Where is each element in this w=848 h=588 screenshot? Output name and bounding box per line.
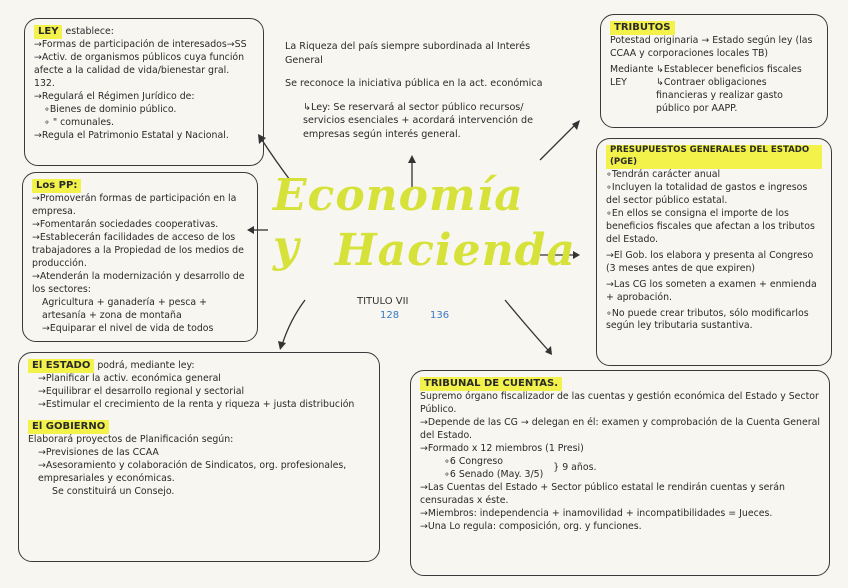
pp-item: Agricultura + ganadería + pesca + artesanía + zona de montaña (42, 296, 208, 321)
tribunal-item: →Las Cuentas del Estado + Sector público estatal le rendirán cuentas y serán censuradas x éste. (420, 481, 785, 506)
article-start: 128 (380, 310, 400, 321)
pge-item: →El Gob. los elabora y presenta al Congreso (3 meses antes de que expiren) (606, 249, 814, 274)
top-center-note (285, 30, 550, 152)
pge-item: ∘Incluyen la totalidad de gastos e ingresos del sector público estatal. (606, 181, 808, 206)
gobierno-intro: Elaborará proyectos de Planificación según: (28, 433, 234, 445)
estado-item: →Equilibrar el desarrollo regional y sectorial (38, 385, 245, 397)
tribunal-item: →Formado x 12 miembros (1 Presi) (420, 442, 584, 454)
ley-item: →Activ. de organismos públicos cuya función afecte a la calidad de vida/bienestar gral. (34, 51, 245, 76)
estado-intro: podrá, mediante ley: (97, 360, 195, 371)
center-title-line2: Hacienda (335, 225, 576, 276)
pp-box (22, 172, 258, 342)
ley-item: →Regula el Patrimonio Estatal y Nacional. (34, 129, 229, 141)
pge-item: ∘No puede crear tributos, sólo modificarlos según ley tributaria sustantiva. (606, 307, 809, 332)
estado-box (18, 352, 380, 562)
tribunal-box (410, 370, 830, 576)
gobierno-title: El GOBIERNO (28, 420, 109, 434)
tributos-mediante: Mediante LEY (610, 63, 654, 88)
pge-item: ∘Tendrán carácter anual (606, 168, 721, 180)
ley-item: ∘ " comunales. (44, 116, 115, 128)
ley-item: →Regulará el Régimen Jurídico de: (34, 90, 195, 102)
ley-intro: establece: (65, 26, 114, 37)
pp-item: →Atenderán la modernización y desarrollo de los sectores: (32, 270, 245, 295)
ley-item: ∘Bienes de dominio público. (44, 103, 177, 115)
ley-item: →Formas de participación de interesados→SS (34, 38, 247, 50)
estado-title: El ESTADO (28, 359, 94, 373)
center-title-line1: Economía y (273, 170, 524, 272)
article-end: 136 (430, 310, 450, 321)
tributos-box (600, 14, 828, 128)
tribunal-title: TRIBUNAL DE CUENTAS. (420, 377, 562, 391)
ley-title: LEY (34, 25, 62, 39)
ley-item: 132. (34, 77, 55, 89)
top-line-3: ↳Ley: Se reservará al sector público recursos/ servicios esenciales + acordará intervención de empresas según interés general. (303, 101, 534, 141)
pp-item: →Establecerán facilidades de acceso de los trabajadores a la Propiedad de los medios de producción. (32, 231, 244, 269)
tributos-line1: Potestad originaria → Estado según ley (las CCAA y corporaciones locales TB) (610, 34, 813, 59)
titulo-label: TITULO VII (357, 296, 409, 307)
tribunal-item: ∘6 Congreso (444, 455, 504, 467)
top-line-1: La Riqueza del país siempre subordinada al Interés General (285, 40, 531, 66)
pp-title: Los PP: (32, 179, 81, 193)
gobierno-item: →Previsiones de las CCAA (38, 446, 159, 458)
pp-item: →Fomentarán sociedades cooperativas. (32, 218, 219, 230)
pp-item: →Equiparar el nivel de vida de todos (42, 322, 214, 334)
tribunal-item: →Miembros: independencia + inamovilidad + incompatibilidades = Jueces. (420, 507, 773, 519)
tributos-item: ↳Establecer beneficios fiscales (656, 63, 802, 75)
top-line-2: Se reconoce la iniciativa pública en la act. económica (285, 78, 543, 89)
ley-box (24, 18, 264, 166)
tribunal-item: →Una Lo regula: composición, org. y funciones. (420, 520, 642, 532)
pge-item: ∘En ellos se consigna el importe de los beneficios fiscales que afectan a los tributos del Estado. (606, 207, 815, 245)
tributos-item: ↳Contraer obligaciones financieras y realizar gasto público por AAPP. (656, 76, 783, 114)
gobierno-item: Se constituirá un Consejo. (52, 485, 175, 497)
tribunal-item: Supremo órgano fiscalizador de las cuentas y gestión económica del Estado y Sector Público. (420, 390, 819, 415)
pp-item: →Promoverán formas de participación en la empresa. (32, 192, 237, 217)
estado-item: →Estimular el crecimiento de la renta y riqueza + justa distribución (38, 398, 355, 410)
tribunal-item: ∘6 Senado (May. 3/5) (444, 468, 544, 480)
tribunal-item: } 9 años. (553, 462, 597, 474)
pge-title: PRESUPUESTOS GENERALES DEL ESTADO (PGE) (606, 145, 822, 169)
center-title-block (265, 170, 576, 330)
tributos-title: TRIBUTOS (610, 21, 675, 35)
gobierno-item: →Asesoramiento y colaboración de Sindicatos, org. profesionales, empresariales y económicas. (38, 459, 347, 484)
estado-item: →Planificar la activ. económica general (38, 372, 221, 384)
pge-item: →Las CG los someten a examen + enmienda + aprobación. (606, 278, 817, 303)
tribunal-item: →Depende de las CG → delegan en él: examen y comprobación de la Cuenta General del Estado. (420, 416, 820, 441)
pge-box (596, 138, 832, 366)
